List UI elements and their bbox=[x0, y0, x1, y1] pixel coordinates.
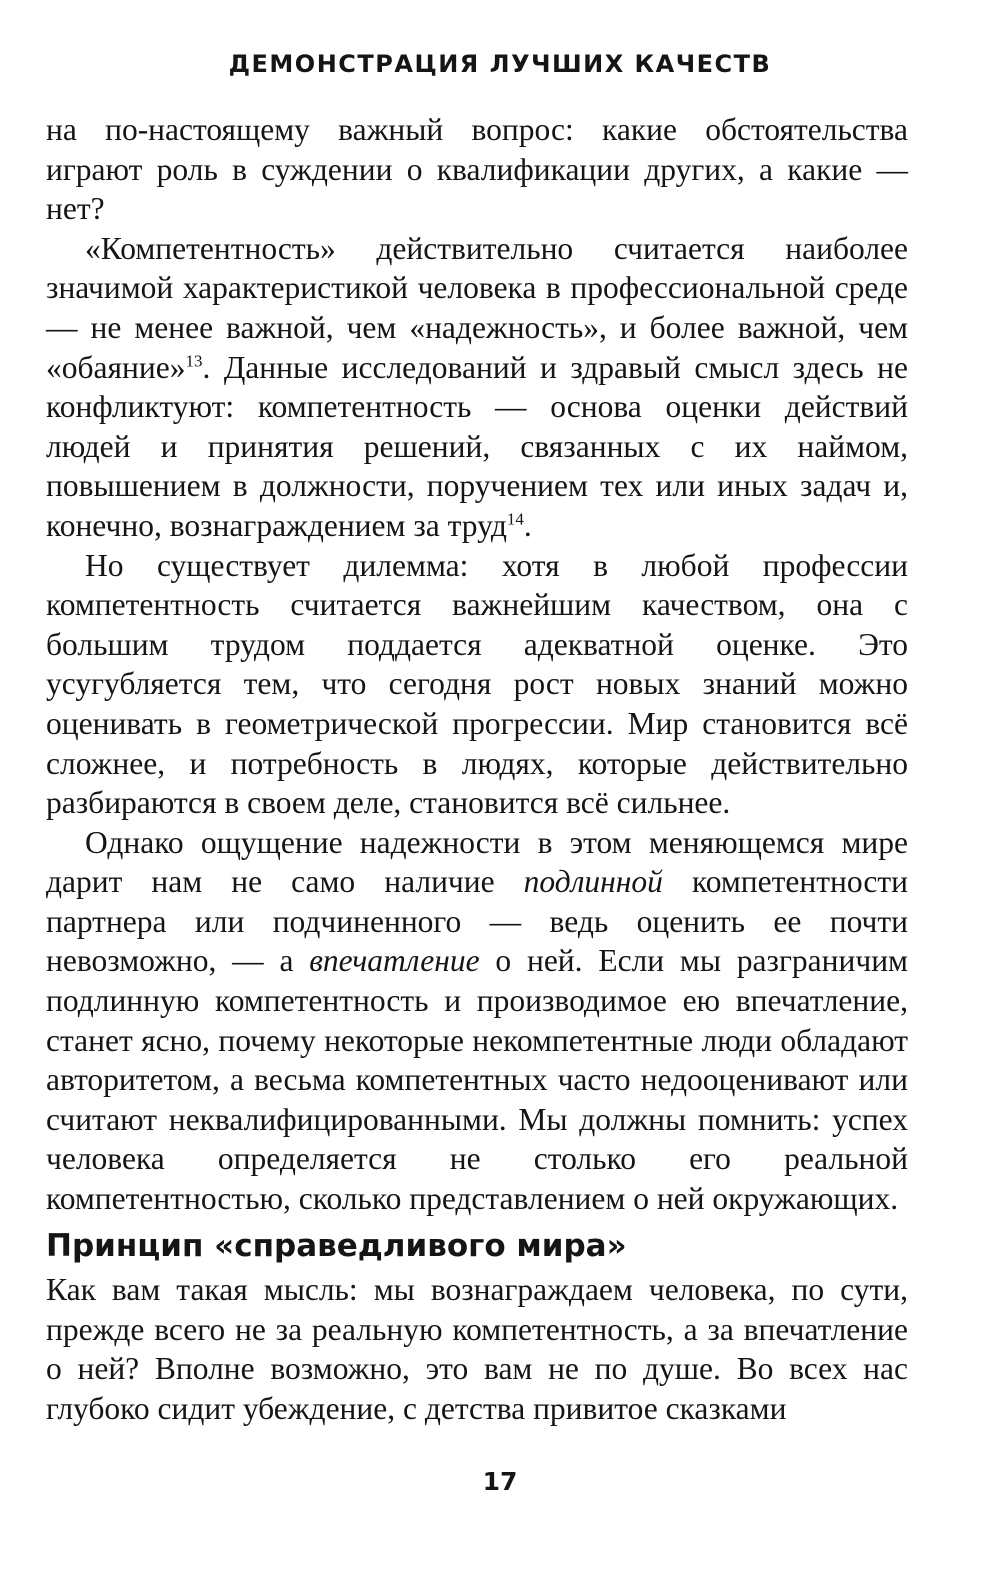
emphasis-text: впечатление bbox=[309, 943, 480, 979]
main-text-block bbox=[46, 110, 908, 1219]
paragraph-text: Однако ощущение надежности в этом меняющемся мире дарит нам не само наличие bbox=[46, 824, 908, 900]
section-paragraph: Как вам такая мысль: мы вознаграждаем человека, по сути, прежде всего не за реальную компетентность, а за впечатление о ней? Вполне возможно, это вам не по душе. Во всех нас глубоко сидит убеждение, с детства привитое сказками bbox=[46, 1272, 908, 1426]
paragraph-text: «Компетентность» действительно считается наиболее значимой характеристикой человека в профессиональной среде — не менее важной, чем «надежность», и более важной, чем «обаяние» bbox=[46, 230, 908, 385]
paragraph-text: компетентности партнера или подчиненного — ведь оценить ее почти невозможно, — а bbox=[46, 864, 908, 979]
page-number: 17 bbox=[482, 1467, 518, 1496]
paragraph-continued: на по-настоящему важный вопрос: какие обстоятельства играют роль в суждении о квалификации других, а какие — нет? bbox=[46, 112, 908, 227]
paragraph-text: . Данные исследований и здравый смысл здесь не конфликтуют: компетентность — основа оценки действий людей и принятия решений, связанных с их наймом, повышением в должности, поручением тех или иных задач и, конечно, вознаграждением за труд bbox=[46, 349, 908, 543]
running-header: ДЕМОНСТРАЦИЯ ЛУЧШИХ КАЧЕСТВ bbox=[228, 50, 772, 78]
paragraph-competence bbox=[46, 229, 908, 546]
footnote-ref: 14 bbox=[506, 509, 524, 529]
section-heading: Принцип «справедливого мира» bbox=[46, 1228, 627, 1264]
paragraph-dilemma: Но существует дилемма: хотя в любой профессии компетентность считается важнейшим качеством, она с большим трудом поддается адекватной оценке. Это усугубляется тем, что сегодня рост новых знаний можно оценивать в геометрической прогрессии. Мир становится всё сложнее, и потребность в людях, которые действительно разбираются в своем деле, становится всё сильнее. bbox=[46, 547, 908, 821]
paragraph-text: о ней. Если мы разграничим подлинную компетентность и производимое ею впечатление, станет ясно, почему некоторые некомпетентные люди обладают авторитетом, а весьма компетентных часто недооценивают или считают неквалифицированными. Мы должны помнить: успех человека определяется не столько его реальной компетентностью, сколько представлением о ней окружающих. bbox=[46, 943, 908, 1217]
paragraph-impression bbox=[46, 823, 908, 1219]
footnote-ref: 13 bbox=[185, 351, 203, 371]
emphasis-text: подлинной bbox=[523, 864, 663, 900]
paragraph-text: . bbox=[523, 507, 532, 543]
